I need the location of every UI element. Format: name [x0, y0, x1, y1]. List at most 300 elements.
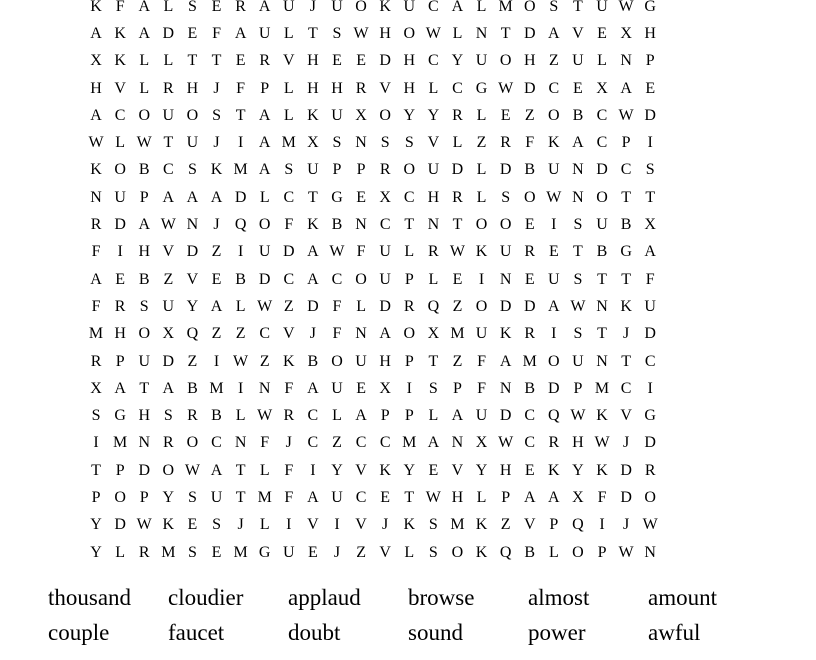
grid-letter: B: [620, 216, 632, 234]
grid-letter: L: [115, 543, 126, 561]
grid-letter: Z: [187, 352, 198, 370]
grid-row: [84, 375, 732, 402]
grid-letter: A: [379, 325, 391, 343]
grid-letter: T: [211, 52, 222, 70]
grid-letter: P: [573, 379, 583, 397]
grid-letter: H: [331, 79, 343, 97]
grid-letter: T: [163, 134, 174, 152]
grid-letter: H: [572, 434, 584, 452]
grid-letter: V: [162, 243, 175, 261]
grid-letter: C: [211, 434, 222, 452]
grid-letter: O: [548, 106, 560, 124]
grid-letter: U: [572, 352, 584, 370]
grid-letter: F: [284, 216, 294, 234]
grid-letter: X: [379, 188, 391, 206]
grid-letter: R: [90, 352, 102, 370]
grid-letter: G: [258, 543, 271, 561]
word-list: [48, 580, 808, 651]
word-list-row: [48, 616, 808, 652]
grid-letter: K: [283, 352, 295, 370]
grid-letter: Q: [548, 407, 560, 425]
grid-letter: C: [524, 407, 536, 425]
grid-letter: D: [162, 24, 175, 42]
grid-letter: Y: [186, 297, 199, 315]
grid-letter: C: [403, 188, 415, 206]
grid-letter: D: [523, 79, 536, 97]
grid-letter: T: [235, 488, 246, 506]
grid-letter: H: [523, 52, 536, 70]
grid-letter: N: [596, 297, 608, 315]
grid-letter: O: [572, 543, 584, 561]
grid-letter: L: [404, 243, 415, 261]
grid-letter: C: [355, 488, 367, 506]
grid-letter: D: [523, 297, 536, 315]
grid-letter: R: [452, 188, 463, 206]
grid-letter: H: [403, 52, 416, 70]
grid-letter: P: [115, 461, 125, 479]
grid-letter: X: [475, 434, 488, 452]
grid-letter: N: [90, 188, 102, 206]
grid-letter: C: [428, 52, 439, 70]
grid-letter: R: [355, 79, 367, 97]
grid-letter: R: [428, 243, 439, 261]
grid-letter: O: [355, 270, 367, 288]
grid-letter: S: [91, 407, 101, 425]
grid-letter: O: [138, 106, 151, 124]
grid-letter: T: [404, 488, 415, 506]
grid-letter: J: [622, 434, 630, 452]
grid-letter: V: [355, 461, 367, 479]
grid-letter: A: [234, 24, 247, 42]
grid-letter: P: [549, 516, 559, 534]
grid-letter: Y: [162, 488, 175, 506]
grid-letter: S: [501, 188, 511, 206]
grid-letter: C: [428, 0, 439, 15]
grid-letter: R: [524, 243, 536, 261]
grid-letter: J: [333, 543, 341, 561]
grid-letter: V: [572, 24, 584, 42]
word-item: faucet: [168, 620, 225, 646]
grid-letter: D: [162, 352, 175, 370]
grid-letter: E: [573, 79, 583, 97]
grid-letter: N: [427, 216, 440, 234]
grid-letter: U: [644, 297, 656, 315]
grid-letter: S: [284, 161, 294, 179]
grid-row: [84, 75, 732, 102]
grid-letter: U: [403, 0, 416, 15]
grid-letter: X: [355, 106, 367, 124]
grid-letter: F: [91, 243, 101, 261]
grid-letter: S: [573, 216, 583, 234]
grid-letter: E: [452, 270, 463, 288]
grid-letter: A: [138, 0, 151, 15]
grid-letter: O: [499, 216, 512, 234]
grid-letter: Z: [235, 325, 246, 343]
letter-grid: [84, 0, 732, 566]
grid-letter: E: [211, 270, 222, 288]
grid-letter: I: [237, 243, 244, 261]
grid-row: [84, 293, 732, 320]
grid-letter: G: [331, 188, 343, 206]
grid-letter: P: [139, 188, 149, 206]
grid-letter: C: [596, 106, 608, 124]
grid-letter: X: [596, 79, 608, 97]
grid-letter: H: [138, 243, 151, 261]
grid-letter: A: [258, 0, 271, 15]
grid-letter: B: [524, 379, 536, 397]
grid-letter: P: [404, 407, 414, 425]
grid-letter: Z: [356, 543, 366, 561]
grid-letter: H: [379, 352, 391, 370]
grid-letter: U: [548, 270, 560, 288]
grid-letter: D: [499, 407, 512, 425]
grid-letter: F: [115, 0, 125, 15]
grid-letter: Q: [572, 516, 584, 534]
grid-letter: D: [499, 161, 512, 179]
grid-letter: U: [283, 543, 295, 561]
grid-letter: K: [379, 0, 391, 15]
grid-letter: C: [524, 434, 536, 452]
grid-letter: I: [551, 216, 557, 234]
grid-letter: U: [475, 407, 488, 425]
grid-letter: U: [258, 24, 271, 42]
grid-letter: D: [620, 488, 632, 506]
grid-letter: M: [450, 516, 465, 534]
grid-letter: W: [570, 297, 586, 315]
grid-letter: Z: [524, 106, 535, 124]
grid-letter: E: [645, 79, 656, 97]
grid-letter: Y: [427, 106, 440, 124]
grid-row: [84, 211, 732, 238]
grid-letter: A: [138, 216, 151, 234]
grid-letter: J: [237, 516, 244, 534]
grid-letter: T: [500, 24, 511, 42]
grid-letter: G: [644, 407, 656, 425]
grid-letter: W: [570, 407, 586, 425]
word-item: cloudier: [168, 584, 244, 610]
grid-letter: U: [331, 106, 343, 124]
grid-letter: H: [403, 79, 416, 97]
grid-letter: D: [379, 297, 391, 315]
grid-letter: M: [281, 134, 296, 152]
grid-letter: O: [138, 325, 151, 343]
grid-letter: R: [114, 297, 126, 315]
grid-letter: M: [450, 325, 465, 343]
grid-letter: L: [283, 106, 294, 124]
grid-letter: L: [139, 52, 150, 70]
grid-letter: A: [258, 106, 271, 124]
grid-letter: R: [644, 461, 656, 479]
grid-letter: D: [644, 434, 656, 452]
grid-letter: K: [210, 161, 223, 179]
grid-letter: A: [138, 24, 151, 42]
grid-letter: U: [596, 216, 608, 234]
grid-letter: J: [309, 325, 316, 343]
grid-letter: L: [235, 297, 246, 315]
grid-letter: V: [620, 407, 632, 425]
grid-letter: V: [307, 516, 319, 534]
grid-letter: D: [451, 161, 464, 179]
grid-letter: A: [210, 188, 223, 206]
grid-letter: N: [620, 52, 632, 70]
grid-letter: W: [498, 79, 514, 97]
grid-letter: Q: [499, 543, 512, 561]
grid-letter: S: [404, 134, 414, 152]
grid-letter: S: [428, 379, 438, 397]
grid-row: [84, 457, 732, 484]
grid-letter: O: [403, 24, 416, 42]
grid-letter: U: [331, 379, 343, 397]
word-item: sound: [408, 620, 463, 646]
grid-letter: U: [138, 352, 151, 370]
grid-letter: A: [186, 188, 199, 206]
grid-letter: B: [524, 543, 536, 561]
grid-letter: C: [331, 270, 343, 288]
grid-letter: W: [88, 134, 104, 152]
grid-letter: L: [163, 0, 174, 15]
grid-letter: S: [428, 516, 438, 534]
grid-letter: U: [114, 188, 126, 206]
grid-letter: F: [332, 325, 342, 343]
grid-letter: P: [260, 79, 270, 97]
grid-letter: F: [332, 297, 342, 315]
grid-letter: K: [596, 461, 608, 479]
grid-letter: B: [211, 407, 222, 425]
grid-letter: S: [187, 543, 197, 561]
grid-letter: W: [618, 106, 634, 124]
grid-letter: R: [162, 434, 174, 452]
grid-letter: S: [139, 297, 149, 315]
grid-letter: A: [258, 134, 271, 152]
grid-letter: J: [382, 516, 389, 534]
grid-letter: Y: [403, 461, 416, 479]
grid-letter: P: [356, 161, 366, 179]
grid-letter: L: [139, 79, 150, 97]
grid-letter: D: [114, 216, 126, 234]
grid-letter: G: [114, 407, 126, 425]
grid-letter: M: [233, 161, 248, 179]
grid-letter: O: [644, 488, 656, 506]
grid-letter: F: [645, 270, 655, 288]
grid-letter: U: [331, 488, 343, 506]
grid-letter: Z: [452, 352, 463, 370]
grid-letter: M: [233, 543, 248, 561]
grid-letter: Y: [90, 543, 102, 561]
grid-letter: A: [162, 188, 175, 206]
grid-letter: X: [90, 379, 102, 397]
grid-letter: S: [549, 0, 559, 15]
grid-letter: U: [283, 0, 295, 15]
grid-letter: A: [90, 106, 102, 124]
grid-letter: A: [210, 297, 223, 315]
grid-letter: O: [475, 297, 488, 315]
grid-letter: I: [117, 243, 123, 261]
grid-letter: W: [257, 407, 273, 425]
grid-letter: P: [404, 352, 414, 370]
grid-letter: L: [548, 543, 559, 561]
grid-letter: P: [91, 488, 101, 506]
grid-letter: L: [476, 188, 487, 206]
grid-letter: E: [500, 106, 511, 124]
grid-letter: O: [403, 161, 416, 179]
grid-letter: U: [475, 52, 488, 70]
word-item: power: [528, 620, 586, 646]
grid-letter: H: [427, 188, 440, 206]
grid-letter: K: [548, 134, 560, 152]
grid-row: [84, 48, 732, 75]
grid-letter: W: [594, 434, 610, 452]
grid-letter: T: [597, 270, 607, 288]
grid-letter: O: [186, 106, 199, 124]
grid-letter: C: [452, 79, 463, 97]
grid-letter: L: [428, 270, 439, 288]
grid-letter: L: [235, 407, 246, 425]
grid-letter: M: [113, 434, 128, 452]
grid-letter: E: [597, 24, 607, 42]
grid-letter: D: [234, 188, 247, 206]
grid-letter: X: [307, 134, 319, 152]
grid-row: [84, 512, 732, 539]
grid-letter: J: [285, 434, 292, 452]
grid-row: [84, 239, 732, 266]
grid-letter: W: [546, 188, 562, 206]
grid-letter: R: [90, 216, 102, 234]
grid-letter: D: [379, 52, 391, 70]
grid-letter: A: [258, 161, 271, 179]
grid-letter: F: [477, 379, 486, 397]
grid-letter: A: [451, 407, 464, 425]
word-item: applaud: [288, 584, 361, 610]
grid-letter: C: [283, 188, 295, 206]
grid-letter: V: [355, 516, 367, 534]
grid-letter: F: [356, 243, 366, 261]
grid-letter: Q: [427, 297, 440, 315]
grid-letter: U: [331, 0, 343, 15]
grid-letter: E: [356, 379, 366, 397]
grid-letter: A: [307, 243, 319, 261]
grid-letter: A: [572, 134, 584, 152]
grid-letter: Z: [163, 270, 174, 288]
grid-letter: Y: [90, 516, 102, 534]
grid-letter: A: [307, 270, 319, 288]
grid-letter: N: [499, 270, 512, 288]
grid-letter: L: [163, 52, 174, 70]
grid-letter: U: [572, 52, 584, 70]
grid-letter: C: [162, 161, 174, 179]
grid-letter: K: [307, 106, 319, 124]
grid-letter: T: [452, 216, 463, 234]
grid-letter: M: [522, 352, 537, 370]
grid-letter: F: [212, 24, 221, 42]
grid-letter: O: [548, 352, 560, 370]
grid-letter: T: [187, 52, 198, 70]
grid-letter: O: [379, 106, 391, 124]
grid-letter: O: [499, 52, 512, 70]
grid-letter: E: [211, 0, 222, 15]
grid-letter: D: [307, 297, 319, 315]
grid-letter: U: [427, 161, 440, 179]
grid-letter: Y: [475, 461, 488, 479]
grid-letter: T: [235, 106, 246, 124]
grid-letter: W: [329, 243, 345, 261]
grid-letter: U: [379, 270, 391, 288]
grid-letter: R: [162, 79, 174, 97]
grid-letter: Z: [211, 325, 222, 343]
grid-letter: E: [187, 24, 198, 42]
grid-letter: H: [90, 79, 102, 97]
grid-letter: S: [573, 270, 583, 288]
grid-letter: R: [138, 543, 150, 561]
grid-letter: S: [212, 516, 221, 534]
grid-letter: L: [356, 297, 366, 315]
grid-letter: N: [451, 434, 464, 452]
grid-letter: K: [403, 516, 416, 534]
grid-letter: I: [647, 379, 653, 397]
word-item: almost: [528, 584, 590, 610]
grid-letter: W: [425, 24, 441, 42]
grid-letter: C: [379, 434, 391, 452]
grid-letter: L: [259, 461, 270, 479]
grid-letter: W: [160, 216, 176, 234]
grid-letter: I: [334, 516, 340, 534]
grid-row: [84, 539, 732, 566]
grid-letter: B: [307, 352, 319, 370]
grid-letter: W: [257, 297, 273, 315]
word-item: doubt: [288, 620, 341, 646]
grid-letter: N: [499, 379, 512, 397]
grid-letter: W: [618, 543, 634, 561]
grid-letter: V: [283, 325, 295, 343]
grid-letter: E: [548, 243, 559, 261]
grid-letter: L: [428, 407, 439, 425]
grid-letter: M: [209, 379, 224, 397]
grid-letter: V: [451, 461, 464, 479]
grid-letter: P: [597, 543, 607, 561]
grid-letter: T: [573, 0, 583, 15]
grid-letter: A: [210, 461, 223, 479]
grid-letter: A: [499, 352, 512, 370]
grid-row: [84, 102, 732, 129]
grid-letter: Y: [451, 52, 464, 70]
grid-letter: I: [551, 325, 557, 343]
grid-letter: I: [599, 516, 605, 534]
grid-letter: E: [356, 52, 366, 70]
grid-letter: F: [284, 379, 294, 397]
grid-letter: S: [380, 134, 390, 152]
grid-letter: A: [307, 379, 319, 397]
grid-letter: R: [548, 434, 560, 452]
grid-letter: O: [523, 0, 536, 15]
grid-letter: Z: [259, 352, 270, 370]
grid-letter: R: [452, 106, 463, 124]
grid-letter: F: [91, 297, 101, 315]
grid-letter: L: [476, 488, 487, 506]
grid-letter: K: [90, 0, 102, 15]
grid-letter: J: [309, 0, 316, 15]
grid-letter: H: [114, 325, 126, 343]
grid-letter: T: [621, 188, 631, 206]
grid-letter: O: [403, 325, 416, 343]
grid-letter: N: [572, 161, 584, 179]
grid-letter: J: [213, 216, 220, 234]
grid-letter: N: [644, 543, 656, 561]
grid-letter: L: [476, 161, 487, 179]
grid-letter: W: [233, 352, 249, 370]
grid-row: [84, 484, 732, 511]
grid-letter: A: [451, 0, 464, 15]
grid-letter: I: [93, 434, 99, 452]
grid-letter: E: [428, 461, 439, 479]
